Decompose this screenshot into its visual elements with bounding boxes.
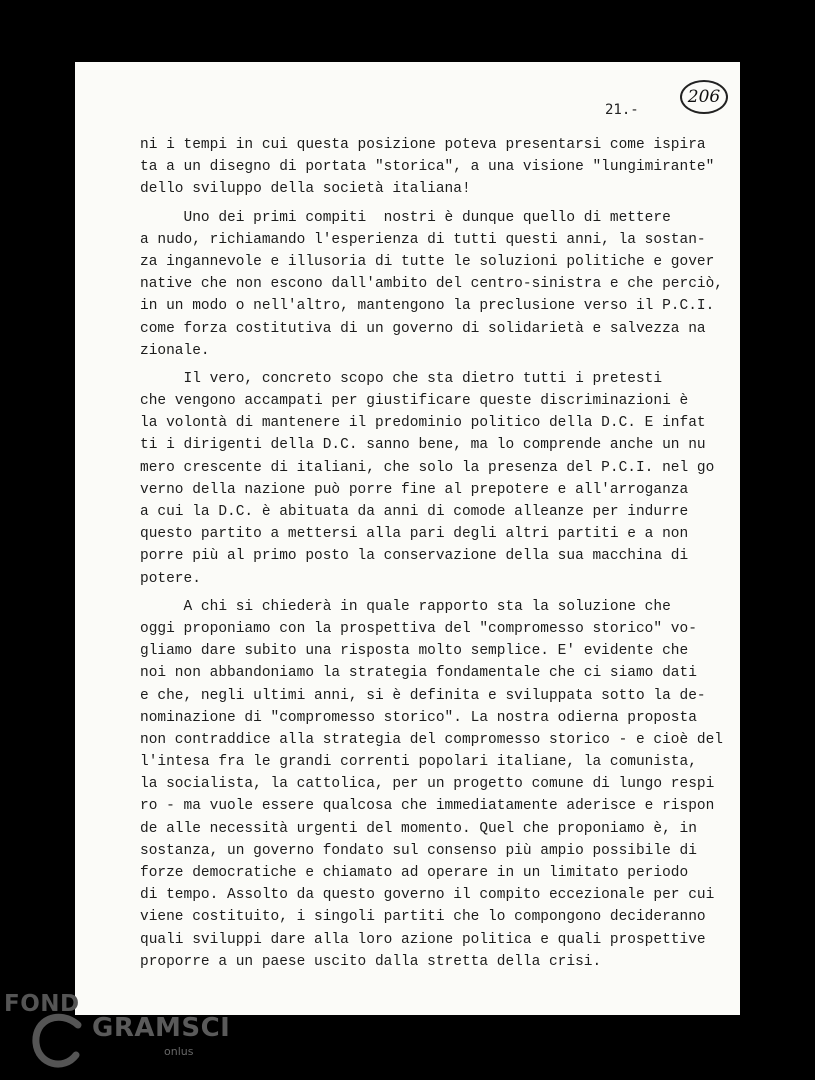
text-line: la volontà di mantenere il predominio politico della D.C. E infat bbox=[140, 415, 706, 432]
text-line: dello sviluppo della società italiana! bbox=[140, 181, 471, 198]
text-line: Uno dei primi compiti nostri è dunque quello di mettere bbox=[140, 209, 671, 226]
text-line: la socialista, la cattolica, per un progetto comune di lungo respi bbox=[140, 776, 715, 793]
text-line: quali sviluppi dare alla loro azione politica e quali prospettive bbox=[140, 931, 706, 948]
text-line: nominazione di "compromesso storico". La nostra odierna proposta bbox=[140, 709, 697, 726]
document-page bbox=[75, 62, 740, 1015]
paragraph bbox=[140, 596, 723, 973]
logo-swirl-icon bbox=[30, 1007, 90, 1077]
text-line: forze democratiche e chiamato ad operare in un limitato periodo bbox=[140, 865, 689, 881]
paragraph bbox=[140, 134, 715, 201]
text-line: che vengono accampati per giustificare queste discriminazioni è bbox=[140, 393, 689, 410]
text-line: A chi si chiederà in quale rapporto sta la soluzione che bbox=[140, 598, 671, 615]
watermark-logo bbox=[0, 985, 231, 1080]
text-line: ta a un disegno di portata "storica", a una visione "lungimirante" bbox=[140, 159, 715, 176]
text-line: l'intesa fra le grandi correnti popolari italiane, la comunista, bbox=[140, 754, 697, 771]
text-line: de alle necessità urgenti del momento. Quel che proponiamo è, in bbox=[140, 820, 697, 837]
text-line: ni i tempi in cui questa posizione poteva presentarsi come ispira bbox=[140, 137, 706, 153]
text-line: oggi proponiamo con la prospettiva del "compromesso storico" vo- bbox=[140, 620, 697, 637]
text-line: zionale. bbox=[140, 342, 210, 359]
text-line: native che non escono dall'ambito del centro-sinistra e che perciò, bbox=[140, 276, 723, 293]
text-line: questo partito a mettersi alla pari degli altri partiti e a non bbox=[140, 526, 689, 543]
text-line: come forza costitutiva di un governo di solidarietà e salvezza na bbox=[140, 320, 706, 337]
text-line: in un modo o nell'altro, mantengono la preclusione verso il P.C.I. bbox=[140, 298, 715, 315]
body-text bbox=[140, 134, 723, 973]
text-line: potere. bbox=[140, 570, 201, 587]
text-line: gliamo dare subito una risposta molto semplice. E' evidente che bbox=[140, 643, 689, 660]
paragraph bbox=[140, 368, 715, 590]
text-line: a nudo, richiamando l'esperienza di tutti questi anni, la sostan- bbox=[140, 231, 706, 248]
text-line: di tempo. Assolto da questo governo il compito eccezionale per cui bbox=[140, 887, 715, 904]
watermark-line-1: FOND bbox=[4, 991, 80, 1017]
text-line: non contraddice alla strategia del compromesso storico - e cioè del bbox=[140, 731, 723, 748]
text-line: proporre a un paese uscito dalla stretta della crisi. bbox=[140, 953, 602, 970]
archive-number-stamp: 206 bbox=[680, 80, 728, 114]
text-line: verno della nazione può porre fine al prepotere e all'arroganza bbox=[140, 481, 689, 498]
page-number: 21.- bbox=[605, 102, 639, 118]
text-line: sostanza, un governo fondato sul consenso più ampio possibile di bbox=[140, 842, 697, 859]
text-line: a cui la D.C. è abituata da anni di comode alleanze per indurre bbox=[140, 504, 689, 520]
text-line: ro - ma vuole essere qualcosa che immediatamente aderisce e rispon bbox=[140, 798, 715, 815]
text-line: Il vero, concreto scopo che sta dietro tutti i pretesti bbox=[140, 370, 663, 387]
text-line: ti i dirigenti della D.C. sanno bene, ma lo comprende anche un nu bbox=[140, 437, 706, 454]
text-line: viene costituito, i singoli partiti che lo compongono decideranno bbox=[140, 909, 706, 926]
text-line: porre più al primo posto la conservazione della sua macchina di bbox=[140, 548, 689, 565]
text-line: mero crescente di italiani, che solo la presenza del P.C.I. nel go bbox=[140, 459, 715, 476]
watermark-line-3: onlus bbox=[164, 1045, 194, 1058]
text-line: noi non abbandoniamo la strategia fondamentale che ci siamo dati bbox=[140, 665, 697, 682]
text-line: za ingannevole e illusoria di tutte le soluzioni politiche e gover bbox=[140, 253, 715, 270]
watermark-line-2: GRAMSCI bbox=[92, 1013, 231, 1043]
text-line: e che, negli ultimi anni, si è definita e sviluppata sotto la de- bbox=[140, 687, 706, 704]
paragraph bbox=[140, 207, 723, 362]
